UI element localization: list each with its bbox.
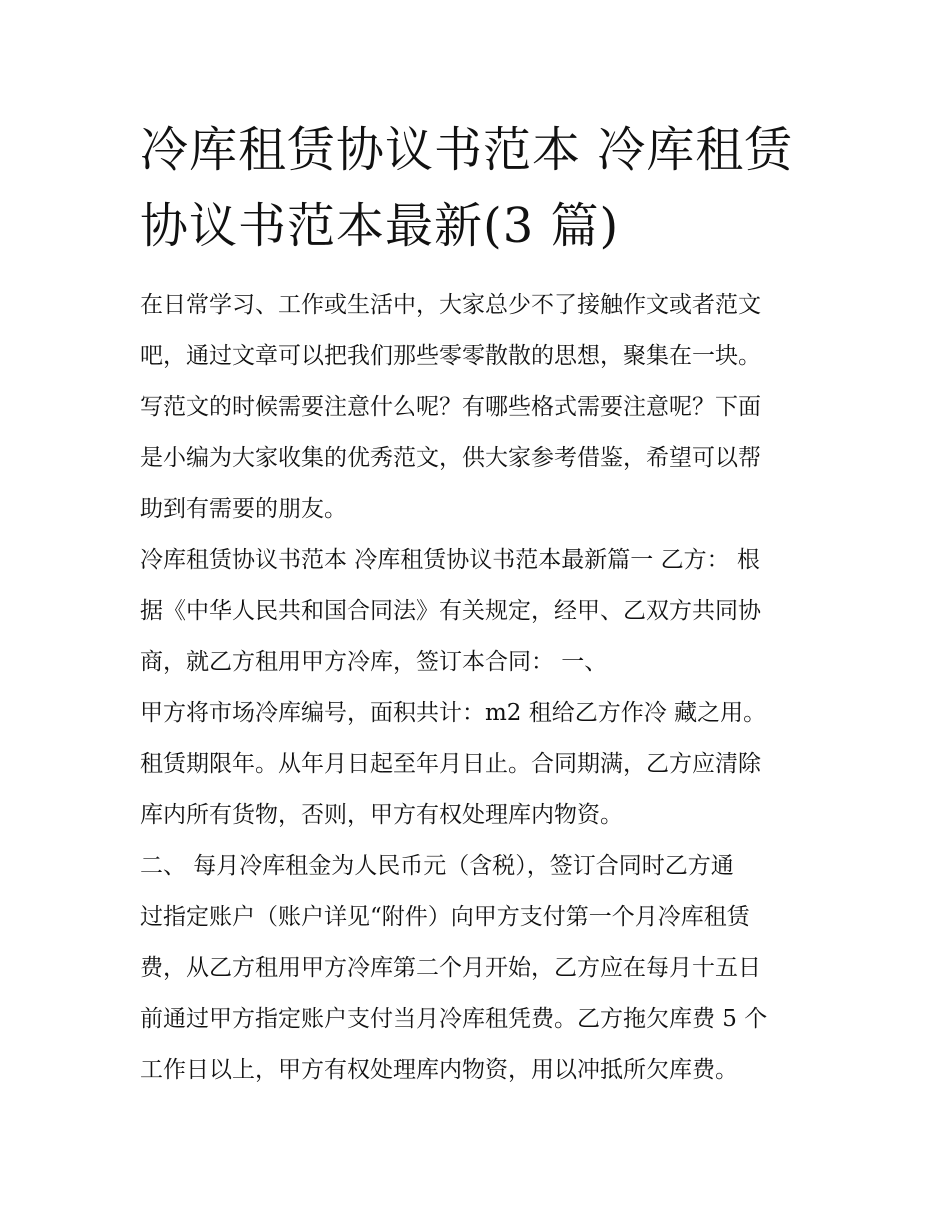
- body-line-14: 费，从乙方租用甲方冷库第二个月开始，乙方应在每月十五日: [140, 955, 761, 981]
- body-line-10: 租赁期限年。从年月日起至年月日止。合同期满，乙方应清除: [140, 751, 761, 777]
- document-title: [140, 112, 820, 264]
- title-line-1: 冷库租赁协议书范本 冷库租赁: [140, 122, 794, 178]
- body-line-7: 据《中华人民共和国合同法》有关规定，经甲、乙双方共同协: [140, 598, 761, 624]
- title-line-2: 协议书范本最新(3 篇): [140, 198, 620, 254]
- body-line-9: 甲方将市场冷库编号，面积共计：m2 租给乙方作冷 藏之用。: [140, 700, 767, 726]
- body-line-2: 吧，通过文章可以把我们那些零零散散的思想，聚集在一块。: [140, 343, 761, 369]
- body-line-6: 冷库租赁协议书范本 冷库租赁协议书范本最新篇一 乙方： 根: [140, 547, 760, 573]
- body-line-15: 前通过甲方指定账户支付当月冷库租凭费。乙方拖欠库费 5 个: [140, 1006, 768, 1032]
- body-line-4: 是小编为大家收集的优秀范文，供大家参考借鉴，希望可以帮: [140, 445, 761, 471]
- body-line-16: 工作日以上，甲方有权处理库内物资，用以冲抵所欠库费。: [140, 1057, 738, 1083]
- body-line-8: 商，就乙方租用甲方冷库，签订本合同： 一、: [140, 649, 608, 675]
- body-line-11: 库内所有货物，否则，甲方有权处理库内物资。: [140, 802, 623, 828]
- body-line-12: 二、 每月冷库租金为人民币元（含税），签订合同时乙方通: [140, 853, 734, 879]
- body-line-3: 写范文的时候需要注意什么呢？有哪些格式需要注意呢？下面: [140, 394, 761, 420]
- body-line-5: 助到有需要的朋友。: [140, 496, 347, 522]
- body-line-13: 过指定账户（账户详见“附件）向甲方支付第一个月冷库租赁: [140, 904, 750, 930]
- body-line-1: 在日常学习、工作或生活中，大家总少不了接触作文或者范文: [140, 292, 761, 318]
- document-body: [140, 280, 820, 1096]
